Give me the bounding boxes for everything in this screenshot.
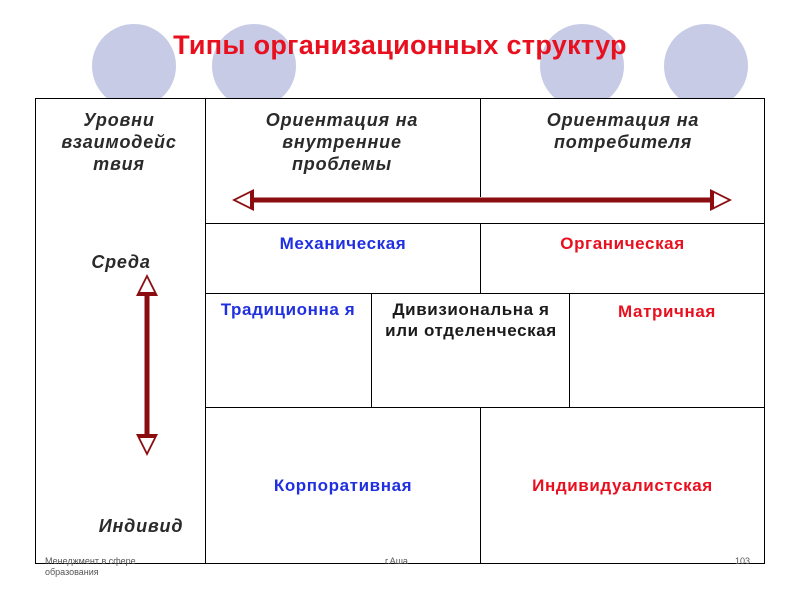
level-individual: Индивид: [98, 516, 184, 536]
cell-divisional: Дивизиональна я или отделенческая: [385, 300, 557, 340]
col-header-internal: Ориентация на внутренние проблемы: [265, 110, 419, 174]
cell-organic: Органическая: [560, 234, 685, 253]
horizontal-double-arrow: [232, 189, 732, 211]
footer-course: Менеджмент в сфере образования: [45, 556, 136, 577]
cell-individualist: Индивидуалистская: [532, 476, 713, 495]
footer-location: г.Аша: [385, 556, 408, 566]
page-title: Типы организационных структур: [173, 30, 627, 60]
vertical-double-arrow: [136, 274, 158, 456]
cell-traditional: Традиционна я: [220, 300, 356, 319]
cell-matrix: Матричная: [618, 302, 716, 321]
col-header-consumer: Ориентация на потребителя: [546, 110, 700, 152]
cell-mechanical: Механическая: [279, 234, 407, 253]
level-environment: Среда: [91, 252, 151, 272]
levels-header: Уровни взаимодейс твия: [61, 110, 177, 174]
footer-page-number: 103: [735, 556, 751, 566]
cell-corporate: Корпоративная: [273, 476, 413, 495]
